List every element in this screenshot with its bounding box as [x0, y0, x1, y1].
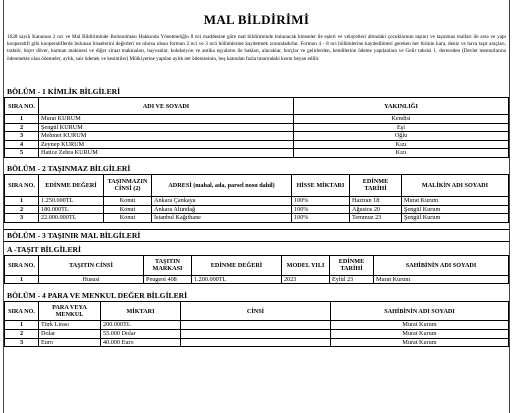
- table-cell: 1: [5, 115, 39, 124]
- table-cell: 2: [5, 123, 39, 132]
- table-header: EDİNME DEĞERİ: [192, 255, 282, 275]
- section-2-title: BÖLÜM - 2 TAŞINMAZ BİLGİLERİ: [7, 163, 131, 173]
- table-row: [5, 123, 509, 132]
- table-cell: 1: [5, 196, 39, 205]
- table-header: ADI VE SOYADI: [39, 98, 294, 115]
- table-row: [5, 140, 509, 149]
- table-cell: 4: [5, 140, 39, 149]
- table-cell: 100%: [292, 205, 350, 214]
- table-cell: 1: [5, 275, 39, 284]
- table-header: SAHİBİNİN ADI SOYADI: [374, 255, 509, 275]
- table-cell: 200.000TL: [101, 321, 181, 330]
- table-header: SIRA NO.: [5, 174, 39, 196]
- table-cell: 22.000.000TL: [39, 214, 104, 223]
- table-cell: Konut: [104, 196, 152, 205]
- table-cell: Murat KURUM: [39, 115, 294, 124]
- table-row: [5, 338, 509, 347]
- table-cell: 100%: [292, 196, 350, 205]
- table-header: HİSSE MİKTARI: [292, 174, 350, 196]
- table-header: PARA VEYA MENKUL: [39, 302, 101, 321]
- table-header: MODEL YILI: [282, 255, 330, 275]
- table-cell: Temmuz 23: [350, 214, 402, 223]
- table-header: SIRA NO.: [5, 255, 39, 275]
- table-header: EDİNME TARİHİ: [350, 174, 402, 196]
- intro-paragraph: 1628 sayılı Kanunun 2 nci ve Mal Bildiriminde Bulunulması Hakkında Yönetmeliğin 8 nci maddesine göre mal bildiriminde bulunacak kimseler ile eşleri ve velayetleri altındaki çocuklarının taşınır ve taşınmaz malları ile arsa ve yapı kooperatifi gibi kooperatiflerde bulunan hisselerini değerleri ne olursa olsun formun 2 nci ve 3 ncü bölümlerine kaydetmek zorundadırlar. Formun 4 - 8 nci bölümlerine kaydedilmesi gereken her birinin kara, deniz ve hava taşıt araçları, traktör, biçer döver, harman makinesi ve diğer ziraat makinaları, hayvanlar, koleksiyon ve antika eşyaların ile hakları, alacaklar, borçlar ve gelirlerden, kendilerine ödeme yapılanlara ve Gelir tahsisi 1. dereceden (Devlet memurlarına ödenmekte olan ödemeler, aylık, sair ödenek ve kesintiler) Mülkiyetine yapılan aylık net ödemesinin, beş katından fazla tutarındaki kısmı beyan edilir.: [7, 34, 506, 62]
- table-cell: [181, 329, 331, 338]
- table-cell: Şengül KURUM: [39, 123, 294, 132]
- table-cell: Ankara Altındağ: [152, 205, 292, 214]
- table-cell: Eşi: [294, 123, 509, 132]
- table-cell: 100%: [292, 214, 350, 223]
- table-row: [5, 275, 509, 284]
- table-cell: Haziran 18: [350, 196, 402, 205]
- table-cell: Murat Kurum: [331, 338, 509, 347]
- vehicle-table: [4, 255, 509, 285]
- table-header: SIRA NO.: [5, 302, 39, 321]
- table-cell: Konut: [104, 214, 152, 223]
- table-cell: [181, 338, 331, 347]
- table-cell: 1: [5, 321, 39, 330]
- table-header: MALİKİN ADI SOYADI: [402, 174, 509, 196]
- table-cell: 180.000TL: [39, 205, 104, 214]
- table-header: ADRESİ (mahal, ada, parsel nosu dahil): [152, 174, 292, 196]
- table-cell: 2: [5, 329, 39, 338]
- table-cell: 40.000 Euro: [101, 338, 181, 347]
- table-cell: Dolar: [39, 329, 101, 338]
- table-cell: Murat Kurum: [402, 196, 509, 205]
- table-cell: Şengül Kurum: [402, 214, 509, 223]
- table-cell: İstanbul Kağıthane: [152, 214, 292, 223]
- page-title: MAL BİLDİRİMİ: [203, 12, 310, 27]
- table-cell: 3: [5, 214, 39, 223]
- table-cell: Kızı: [294, 140, 509, 149]
- section-3-subtitle: A -TAŞIT BİLGİLERİ: [7, 244, 81, 254]
- table-header: TAŞITIN MARKASI: [144, 255, 192, 275]
- table-header: SAHİBİNİN ADI SOYADI: [331, 302, 509, 321]
- table-row: [5, 132, 509, 141]
- table-header: EDİNME DEĞERİ: [39, 174, 104, 196]
- section-3-title: BÖLÜM - 3 TAŞINIR MAL BİLGİLERİ: [4, 229, 509, 242]
- table-header: MİKTARI: [101, 302, 181, 321]
- table-cell: Türk Lirası: [39, 321, 101, 330]
- table-row: [5, 214, 509, 223]
- table-cell: Oğlu: [294, 132, 509, 141]
- section-4-title: BÖLÜM - 4 PARA VE MENKUL DEĞER BİLGİLERİ: [7, 291, 188, 301]
- table-row: [5, 205, 509, 214]
- table-cell: Eylül 23: [330, 275, 374, 284]
- table-cell: Hususi: [39, 275, 144, 284]
- table-cell: Murat Kurum: [331, 329, 509, 338]
- table-header: YAKINLIĞI: [294, 98, 509, 115]
- table-cell: Konut: [104, 205, 152, 214]
- identity-table: [4, 97, 509, 158]
- table-cell: Kendisi: [294, 115, 509, 124]
- table-cell: Ağustos 20: [350, 205, 402, 214]
- table-cell: 3: [5, 338, 39, 347]
- table-cell: 55.000 Dolar: [101, 329, 181, 338]
- table-cell: Murat Kurum: [374, 275, 509, 284]
- table-cell: Murat Kurum: [331, 321, 509, 330]
- table-cell: Ankara Çankaya: [152, 196, 292, 205]
- money-table: [4, 301, 509, 347]
- table-row: [5, 321, 509, 330]
- table-cell: Peugeot 408: [144, 275, 192, 284]
- table-row: [5, 329, 509, 338]
- table-header: CİNSİ: [181, 302, 331, 321]
- table-cell: Zeynep KURUM: [39, 140, 294, 149]
- table-header: TAŞINMAZIN CİNSİ (2): [104, 174, 152, 196]
- real-estate-table: [4, 174, 509, 223]
- section-1-title: BÖLÜM - 1 KİMLİK BİLGİLERİ: [7, 87, 121, 96]
- table-cell: 1.250.000TL: [39, 196, 104, 205]
- table-cell: 2023: [282, 275, 330, 284]
- declaration-form: [3, 0, 510, 413]
- table-cell: Euro: [39, 338, 101, 347]
- table-row: [5, 196, 509, 205]
- table-cell: Mehmet KURUM: [39, 132, 294, 141]
- table-cell: 1.200.000TL: [192, 275, 282, 284]
- table-cell: 5: [5, 149, 39, 158]
- table-cell: 2: [5, 205, 39, 214]
- table-cell: Hatice Zehra KURUM: [39, 149, 294, 158]
- table-row: [5, 115, 509, 124]
- table-cell: [181, 321, 331, 330]
- table-cell: Şengül Kurum: [402, 205, 509, 214]
- table-cell: 3: [5, 132, 39, 141]
- table-header: SIRA NO.: [5, 98, 39, 115]
- table-header: TAŞITIN CİNSİ: [39, 255, 144, 275]
- table-row: [5, 149, 509, 158]
- table-header: EDİNME TARİHİ: [330, 255, 374, 275]
- table-cell: Kızı: [294, 149, 509, 158]
